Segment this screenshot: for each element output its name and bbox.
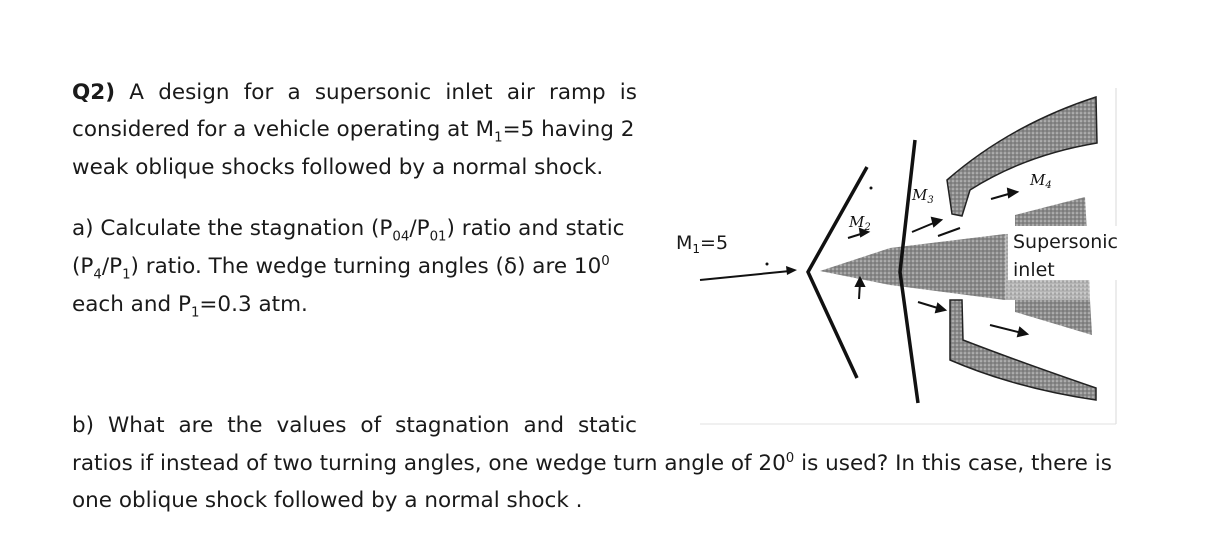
mach-subscript: 1 (494, 130, 503, 146)
shock-dot (870, 187, 873, 190)
part-a-slash: /P (409, 216, 430, 241)
part-b-text-2-b: is used? In this case, there is (794, 451, 1112, 476)
freestream-label: $M_1=5$ (676, 232, 729, 256)
question-line-1 (72, 82, 637, 104)
freestream-arrow (700, 271, 790, 280)
inlet-label-line-1: Supersonic (1013, 231, 1118, 253)
part-a-text-2: (P (72, 254, 94, 279)
lower-inner-wall (1015, 300, 1092, 335)
part-a-line-1 (72, 216, 625, 245)
part-a-text-2-b: ) ratio. The wedge turning angles (δ) are 10 (130, 254, 602, 279)
part-b-line-1: b) What are the values of stagnation and static (72, 413, 637, 438)
degree-superscript-2: 0 (785, 450, 795, 466)
question-text-1: A design for a supersonic inlet air ramp is (129, 80, 637, 105)
part-a-text-3: each and P (72, 292, 191, 317)
degree-superscript: 0 (601, 253, 610, 269)
part-a-line-3 (72, 292, 308, 321)
m3-label: $M_3$ (912, 186, 934, 206)
question-number: Q2) (72, 80, 116, 105)
part-a-slash-2: /P (101, 254, 123, 279)
inlet-label-line-2: inlet (1013, 259, 1055, 281)
question-text-2: considered for a vehicle operating at M (72, 117, 495, 142)
m4-label: $M_4$ (1030, 171, 1052, 191)
shock-dot (766, 263, 769, 266)
part-a-text-1-end: ) ratio and static (446, 216, 625, 241)
supersonic-inlet-diagram (655, 80, 1125, 425)
freestream-arrowhead (786, 266, 797, 275)
part-b-line-2 (72, 450, 1112, 476)
part-a-line-2 (72, 253, 610, 283)
p1-subscript-2: 1 (190, 305, 200, 321)
p1-subscript: 1 (122, 267, 131, 283)
part-b-text-2: ratios if instead of two turning angles, one wedge turn angle of 20 (72, 451, 786, 476)
p01-subscript: 01 (429, 229, 447, 245)
m2-label: $M_2$ (849, 213, 871, 233)
question-line-3: weak oblique shocks followed by a normal shock. (72, 155, 604, 180)
question-text-2-end: =5 having 2 (502, 117, 635, 142)
question-line-2 (72, 117, 635, 146)
upper-cowl (947, 97, 1097, 216)
part-a-text-3-end: =0.3 atm. (199, 292, 308, 317)
p04-subscript: 04 (392, 229, 410, 245)
part-a-text-1: a) Calculate the stagnation (P (72, 216, 393, 241)
wedge-ramp (820, 234, 1005, 300)
part-b-line-3: one oblique shock followed by a normal shock . (72, 488, 583, 513)
p4-subscript: 4 (93, 267, 102, 283)
